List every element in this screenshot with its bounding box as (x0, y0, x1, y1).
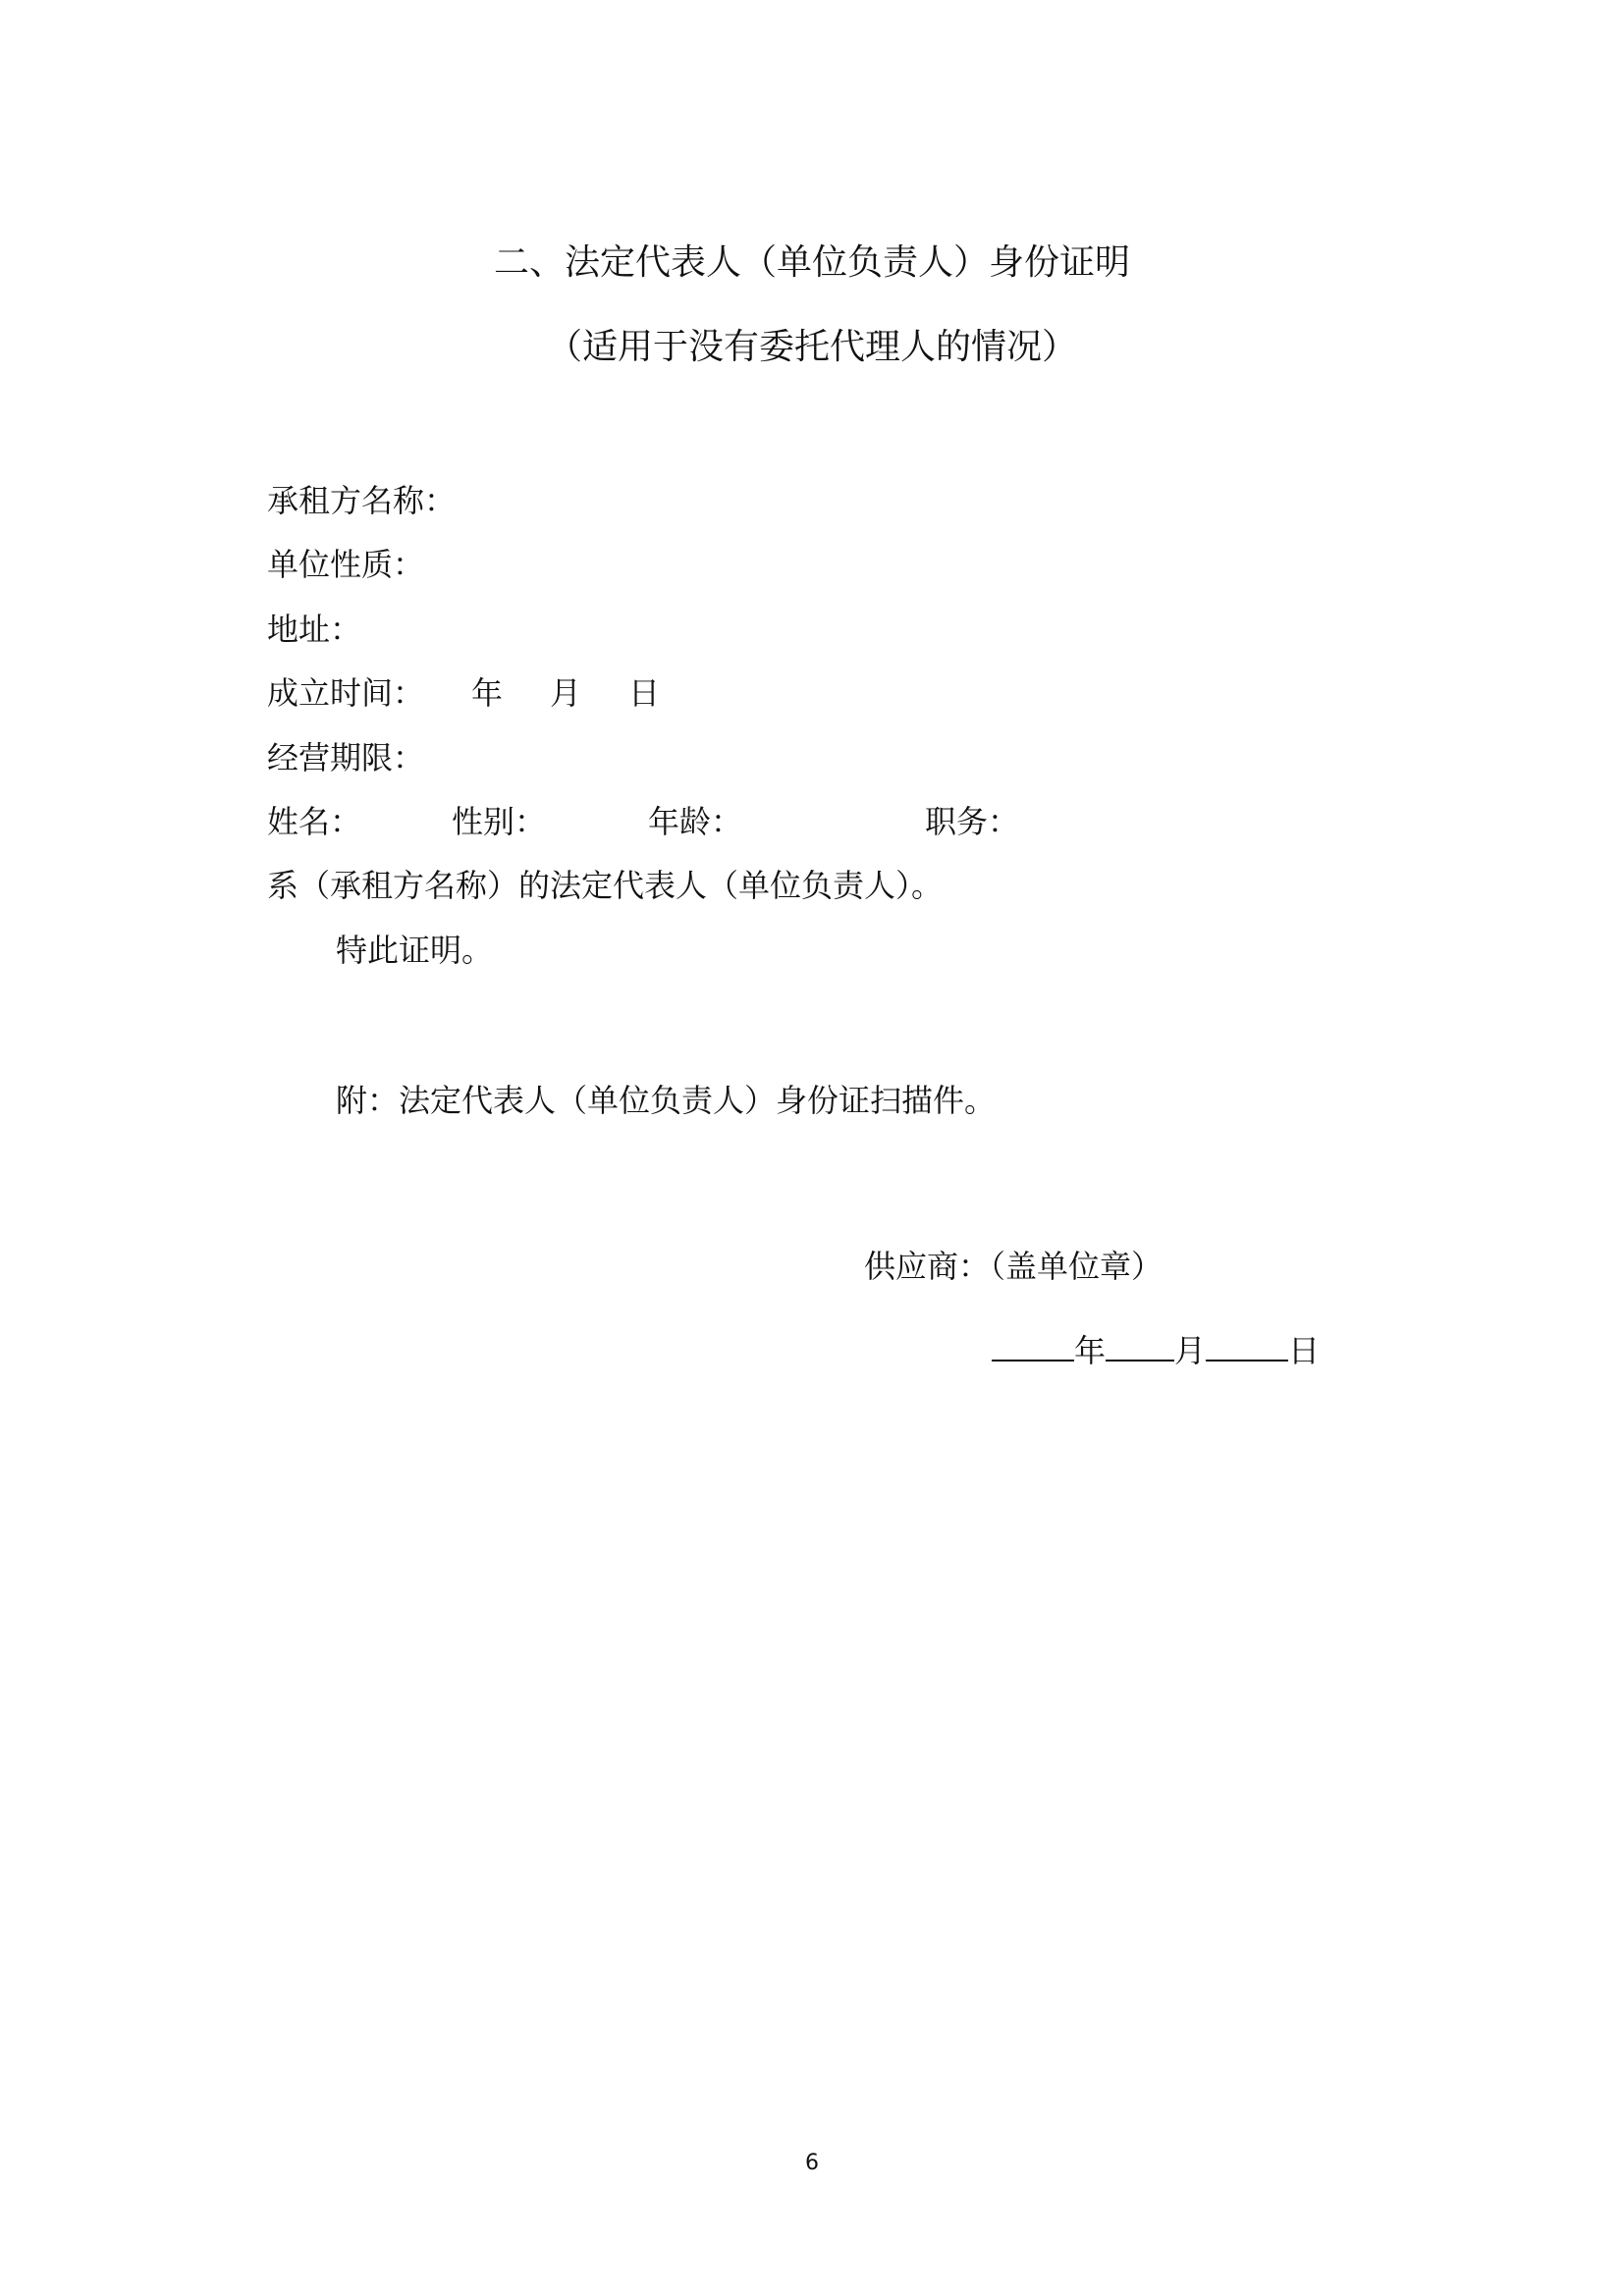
unit-nature-line (267, 545, 424, 584)
supplier-seal-line: 供应商：（盖单位章） (864, 1248, 1164, 1285)
statement-text: 系（承租方名称）的法定代表人（单位负责人）。 (267, 867, 944, 904)
day-blank (1206, 1330, 1288, 1362)
established-label: 成立时间： (267, 674, 425, 712)
signature-date-line (992, 1330, 1320, 1370)
certification-text: 特此证明。 (336, 932, 494, 969)
established-year: 年 (471, 674, 504, 712)
established-month: 月 (550, 674, 582, 712)
lessee-name-label: 承租方名称： (267, 482, 457, 519)
age-label: 年龄： (648, 803, 743, 840)
year-blank (992, 1330, 1074, 1362)
document-subtitle: （适用于没有委托代理人的情况） (546, 327, 1077, 367)
date-year-unit: 年 (1074, 1332, 1107, 1369)
business-term-line (267, 738, 424, 777)
gender-label: 性别： (452, 803, 547, 840)
document-title: 二、法定代表人（单位负责人）身份证明 (493, 242, 1130, 283)
name-label: 姓名： (267, 803, 362, 840)
attachment-note: 附：法定代表人（单位负责人）身份证扫描件。 (336, 1082, 997, 1119)
address-line (267, 610, 361, 649)
address-label: 地址： (267, 611, 362, 648)
position-label: 职务： (925, 803, 1020, 840)
business-term-label: 经营期限： (267, 739, 425, 776)
page-number: 6 (805, 2151, 819, 2175)
date-day-unit: 日 (1288, 1332, 1321, 1369)
unit-nature-label: 单位性质： (267, 546, 425, 583)
month-blank (1106, 1330, 1174, 1362)
lessee-name-line (267, 481, 456, 520)
established-line (267, 673, 660, 713)
date-month-unit: 月 (1174, 1332, 1207, 1369)
established-day: 日 (628, 674, 661, 712)
